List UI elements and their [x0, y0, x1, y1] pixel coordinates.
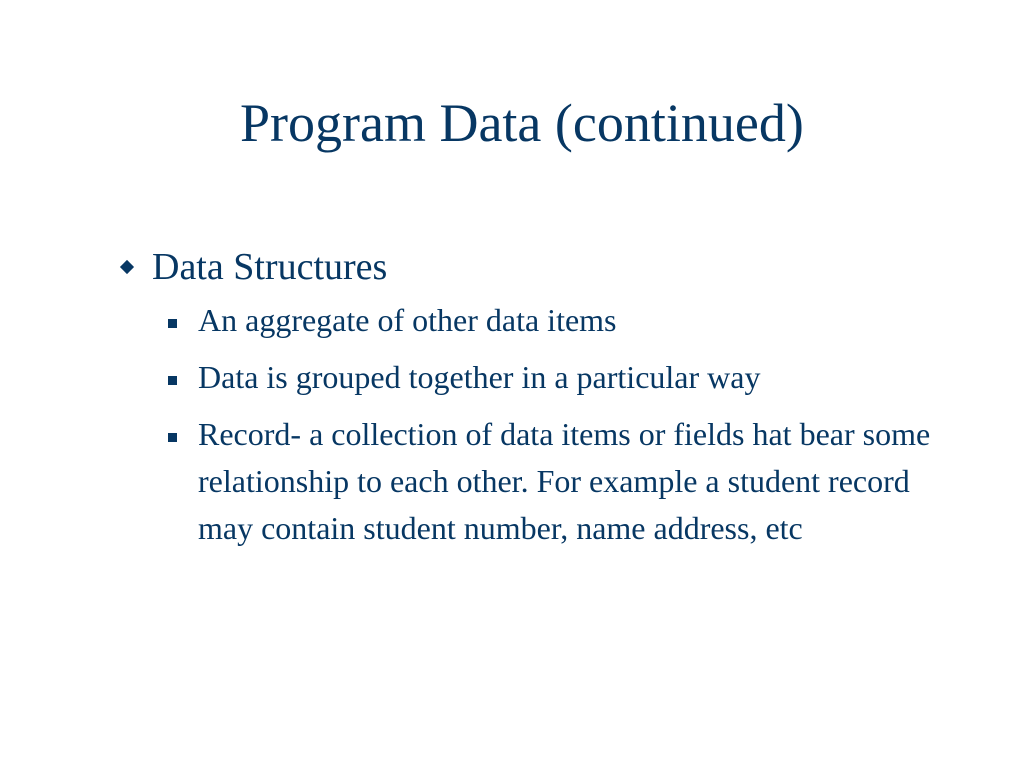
sub-bullet-list [118, 297, 958, 552]
slide-content [118, 243, 958, 562]
square-bullet-icon [168, 376, 177, 385]
square-bullet-icon [168, 433, 177, 442]
sub-bullet-item [198, 297, 958, 344]
bullet-level1-text: Data Structures [152, 246, 388, 288]
diamond-bullet-icon [120, 260, 134, 274]
sub-bullet-text: An aggregate of other data items [198, 302, 617, 338]
bullet-level1 [118, 243, 958, 291]
sub-bullet-text: Data is grouped together in a particular way [198, 359, 761, 395]
square-bullet-icon [168, 319, 177, 328]
sub-bullet-text: Record- a collection of data items or fields hat bear some relationship to each other. For example a student record may contain student number, name address, etc [198, 416, 931, 546]
sub-bullet-item [198, 411, 958, 552]
slide-title: Program Data (continued) [240, 93, 804, 153]
sub-bullet-item [198, 354, 958, 401]
